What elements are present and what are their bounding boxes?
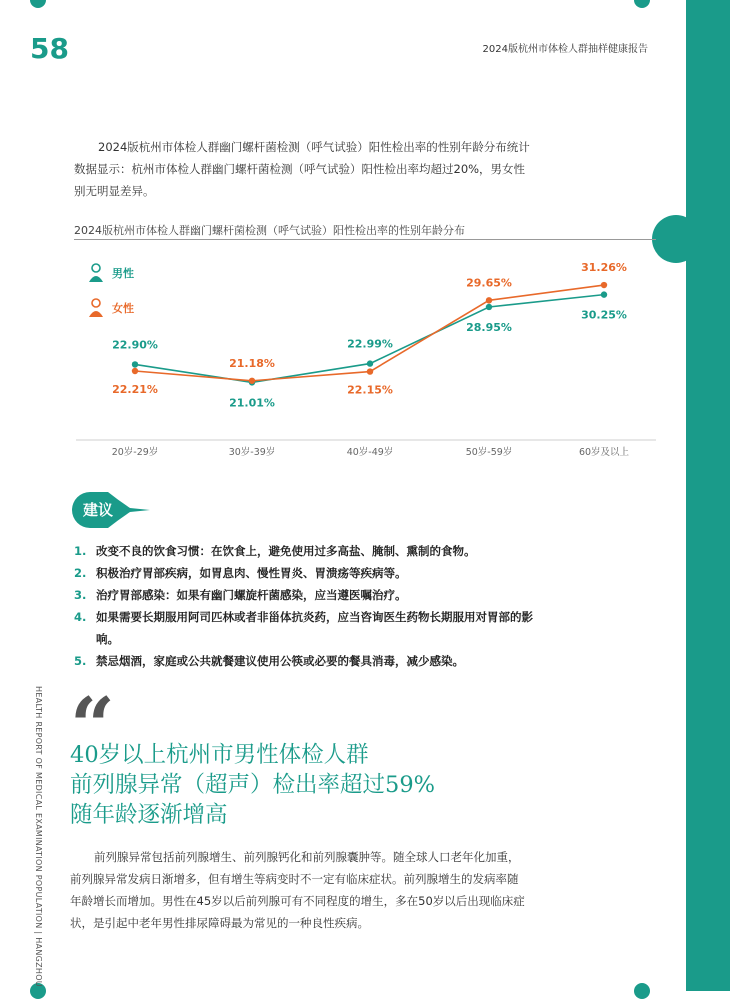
advice-item-text: 如果需要长期服用阿司匹林或者非甾体抗炎药，应当咨询医生药物长期服用对胃部的影响。 — [96, 610, 533, 646]
female-icon-body — [89, 311, 103, 317]
side-vertical-text: HEALTH REPORT OF MEDICAL EXAMINATION POPULATION | HANGZHOU — [34, 686, 43, 987]
header-title: 2024版杭州市体检人群抽样健康报告 — [482, 44, 648, 55]
headline — [70, 740, 435, 830]
legend-label: 男性 — [112, 267, 134, 280]
data-label: 22.21% — [112, 383, 158, 397]
advice-item — [74, 540, 544, 562]
body-paragraph: 前列腺异常包括前列腺增生、前列腺钙化和前列腺囊肿等。随全球人口老年化加重，前列腺异常发病日渐增多，但有增生等病变时不一定有临床症状。前列腺增生的发病率随年龄增长而增加。男性在45岁以后前列腺可有不同程度的增生，多在50岁以后出现临床症状，是引起中老年男性排尿障碍最为常见的一种良性疾病。 — [70, 850, 525, 930]
advice-item-text: 禁忌烟酒，家庭或公共就餐建议使用公筷或必要的餐具消毒，减少感染。 — [96, 654, 464, 668]
data-point — [367, 368, 373, 374]
advice-list — [74, 540, 544, 672]
female-icon-head — [92, 299, 100, 307]
advice-item-number: 5. — [74, 654, 87, 668]
data-point — [249, 378, 255, 384]
intro-paragraph: 2024版杭州市体检人群幽门螺杆菌检测（呼气试验）阳性检出率的性别年龄分布统计数据显示：杭州市体检人群幽门螺杆菌检测（呼气试验）阳性检出率均超过20%，男女性别无明显差异。 — [74, 140, 530, 198]
data-label: 22.15% — [347, 383, 393, 397]
data-label: 29.65% — [466, 276, 512, 290]
data-point — [601, 282, 607, 288]
headline-line-2: 前列腺异常（超声）检出率超过59% — [70, 772, 436, 798]
advice-item-number: 2. — [74, 566, 87, 580]
advice-item — [74, 584, 544, 606]
legend-label: 女性 — [112, 302, 134, 315]
male-icon-head — [92, 264, 100, 272]
data-label: 21.18% — [229, 356, 275, 370]
data-point — [132, 361, 138, 367]
bottom-right-dot — [634, 983, 650, 999]
data-point — [132, 368, 138, 374]
x-tick-label: 40岁-49岁 — [346, 447, 394, 458]
quote-mark: “ — [70, 681, 115, 772]
data-point — [486, 297, 492, 303]
x-tick-label: 60岁及以上 — [578, 447, 630, 458]
chart-title: 2024版杭州市体检人群幽门螺杆菌检测（呼气试验）阳性检出率的性别年龄分布 — [74, 224, 465, 237]
advice-item-text: 积极治疗胃部疾病，如胃息肉、慢性胃炎、胃溃疡等疾病等。 — [96, 566, 407, 580]
data-label: 22.90% — [112, 338, 158, 352]
advice-item-text: 改变不良的饮食习惯：在饮食上，避免使用过多高盐、腌制、熏制的食物。 — [96, 544, 476, 558]
data-point — [601, 291, 607, 297]
advice-item-number: 3. — [74, 588, 87, 602]
top-right-dot — [634, 0, 650, 8]
x-tick-label: 30岁-39岁 — [228, 447, 276, 458]
advice-item-number: 1. — [74, 544, 87, 558]
data-label: 22.99% — [347, 337, 393, 351]
x-tick-label: 50岁-59岁 — [465, 447, 513, 458]
advice-item-text: 治疗胃部感染：如果有幽门螺旋杆菌感染，应当遵医嘱治疗。 — [96, 588, 407, 602]
male-icon-body — [89, 276, 103, 282]
data-label: 30.25% — [581, 308, 627, 322]
advice-item-number: 4. — [74, 610, 87, 624]
right-side-bar — [686, 0, 730, 991]
line-chart — [0, 240, 660, 470]
data-label: 28.95% — [466, 320, 512, 334]
headline-line-1: 40岁以上杭州市男性体检人群 — [70, 742, 369, 768]
x-tick-label: 20岁-29岁 — [111, 447, 159, 458]
data-label: 31.26% — [581, 261, 627, 275]
advice-item — [74, 650, 544, 672]
advice-item — [74, 606, 544, 650]
data-label: 21.01% — [229, 396, 275, 410]
data-point — [367, 360, 373, 366]
headline-line-3: 随年龄逐渐增高 — [70, 802, 228, 828]
data-point — [486, 304, 492, 310]
page-number: 58 — [30, 32, 69, 65]
advice-title: 建议 — [82, 501, 113, 519]
top-left-dot — [30, 0, 46, 8]
advice-item — [74, 562, 544, 584]
